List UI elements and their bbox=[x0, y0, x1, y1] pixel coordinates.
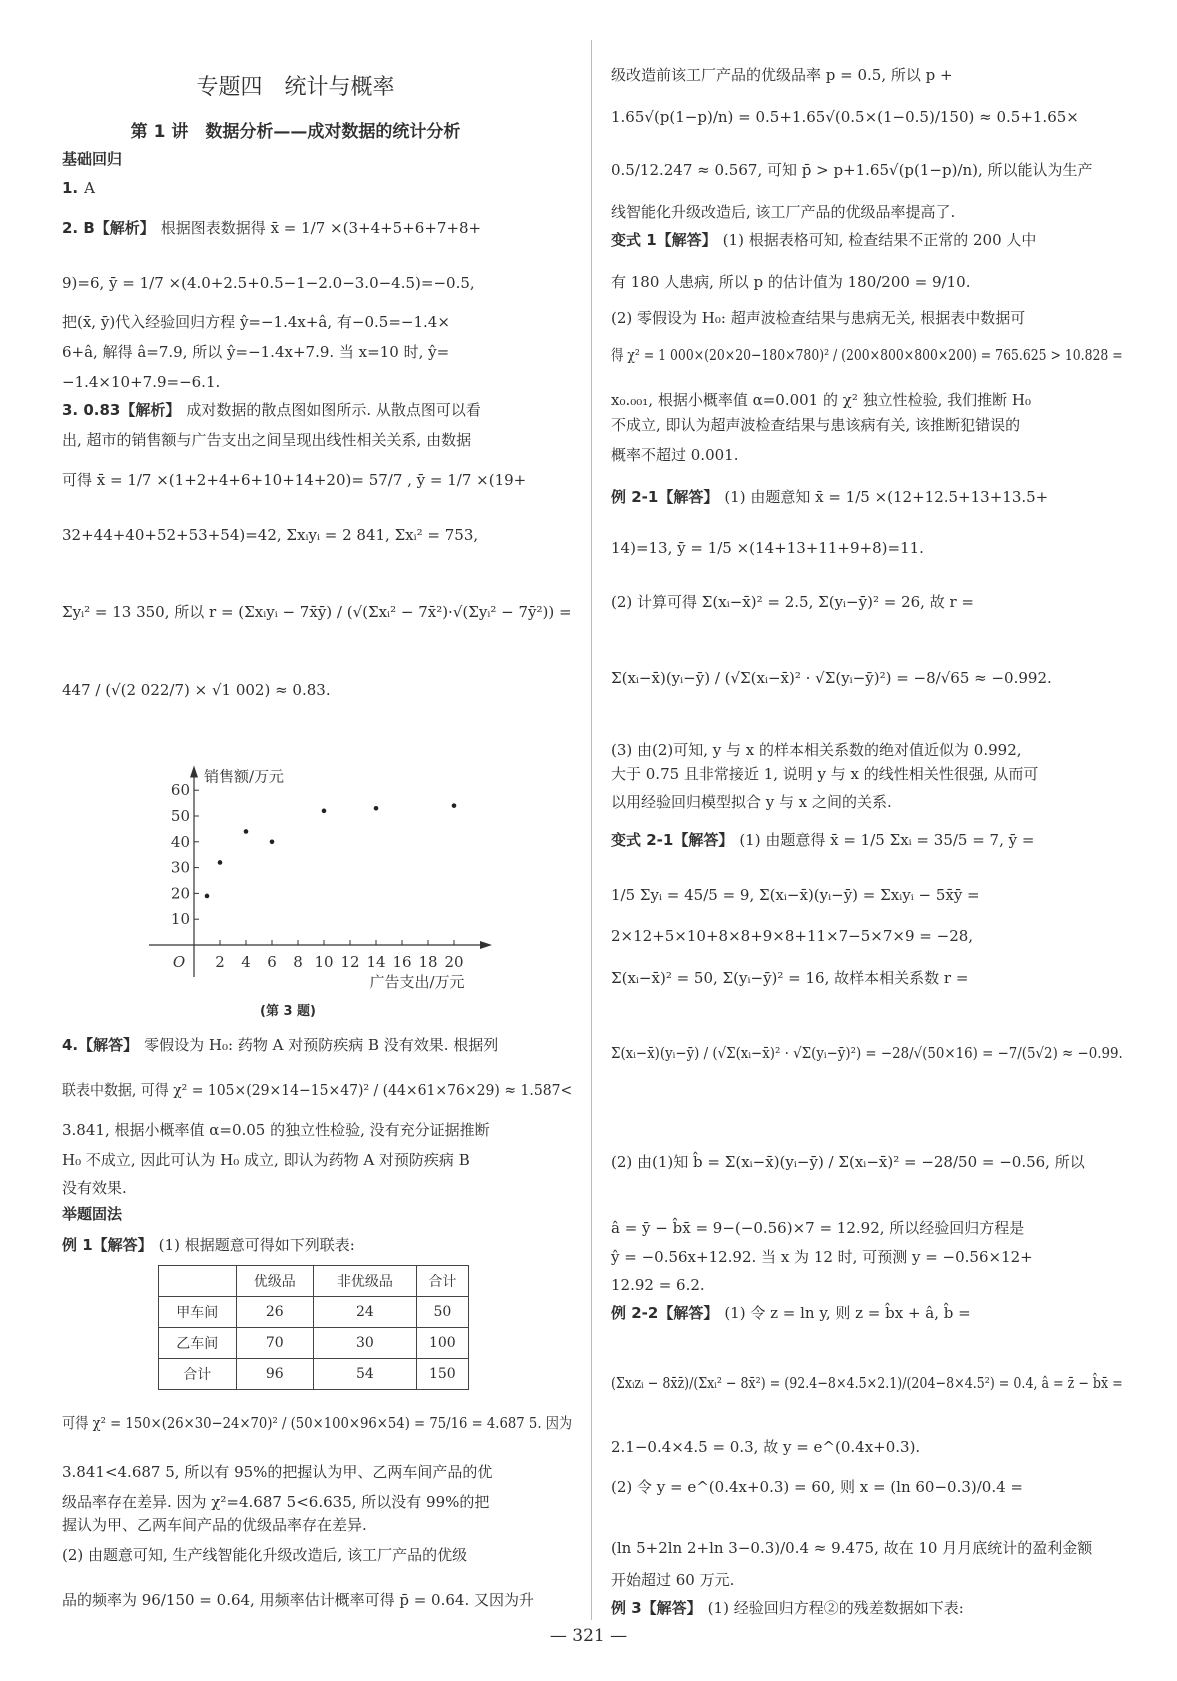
line-text: (3) 由(2)可知, y 与 x 的样本相关系数的绝对值近似为 0.992, bbox=[611, 741, 1022, 759]
line-text: (1) 由题意得 x̄ = 1/5 Σxᵢ = 35/5 = 7, ȳ = bbox=[739, 831, 1035, 849]
line-text: H₀ 不成立, 因此可认为 H₀ 成立, 即认为药物 A 对预防疾病 B bbox=[62, 1151, 470, 1169]
table-cell: 甲车间 bbox=[159, 1297, 237, 1328]
text-line bbox=[611, 1373, 1123, 1393]
y-tick-label: 10 bbox=[170, 910, 190, 929]
text-line bbox=[611, 1538, 1123, 1558]
line-text: 以用经验回归模型拟合 y 与 x 之间的关系. bbox=[611, 793, 892, 811]
text-line bbox=[62, 1080, 573, 1100]
item-label: 1. bbox=[62, 179, 79, 197]
table-cell: 合计 bbox=[159, 1359, 237, 1390]
text-line bbox=[611, 415, 1123, 435]
line-text: −1.4×10+7.9=−6.1. bbox=[62, 373, 221, 391]
origin-label: O bbox=[172, 953, 186, 971]
text-line bbox=[611, 1152, 1123, 1172]
y-tick-label: 60 bbox=[170, 781, 190, 800]
table-cell: 100 bbox=[416, 1328, 468, 1359]
table-row bbox=[159, 1328, 469, 1359]
text-line bbox=[62, 1413, 573, 1433]
line-text: A bbox=[84, 179, 95, 197]
lesson-title: 第 1 讲 数据分析——成对数据的统计分析 bbox=[130, 122, 461, 142]
text-line bbox=[611, 345, 1123, 365]
y-tick-label: 20 bbox=[170, 884, 190, 903]
line-text: 有 180 人患病, 所以 p 的估计值为 180/200 = 9/10. bbox=[611, 273, 971, 291]
x-tick-label: 10 bbox=[314, 953, 334, 971]
table-cell: 26 bbox=[236, 1297, 314, 1328]
line-text: 联表中数据, 可得 χ² = 105×(29×14−15×47)² / (44×61×76×29) ≈ 1.587< bbox=[62, 1081, 573, 1099]
line-text: 大于 0.75 且非常接近 1, 说明 y 与 x 的线性相关性很强, 从而可 bbox=[611, 765, 1039, 783]
line-text: 握认为甲、乙两车间产品的优级品率存在差异. bbox=[62, 1516, 367, 1534]
x-tick-label: 6 bbox=[267, 953, 277, 971]
item-label: 例 1【解答】 bbox=[62, 1236, 153, 1254]
x-tick-label: 2 bbox=[215, 953, 225, 971]
table-header-cell: 优级品 bbox=[236, 1266, 314, 1297]
text-line bbox=[611, 1437, 1123, 1457]
text-line bbox=[611, 668, 1123, 688]
line-text: 32+44+40+52+53+54)=42, Σxᵢyᵢ = 2 841, Σxᵢ² = 753, bbox=[62, 526, 479, 544]
x-tick-label: 18 bbox=[418, 953, 438, 971]
text-line bbox=[62, 218, 572, 238]
data-point bbox=[218, 860, 223, 865]
line-text: 线智能化升级改造后, 该工厂产品的优级品率提高了. bbox=[611, 203, 956, 221]
text-line bbox=[62, 1545, 572, 1565]
table-cell: 乙车间 bbox=[159, 1328, 237, 1359]
data-point bbox=[270, 840, 275, 845]
line-text: 不成立, 即认为超声波检查结果与患该病有关, 该推断犯错误的 bbox=[611, 416, 1021, 434]
text-line bbox=[62, 273, 572, 293]
text-line bbox=[62, 342, 572, 362]
text-line bbox=[611, 1275, 1123, 1295]
table-header-cell: 合计 bbox=[416, 1266, 468, 1297]
text-line bbox=[62, 1178, 572, 1198]
text-line bbox=[611, 764, 1123, 784]
y-tick-label: 50 bbox=[170, 807, 190, 825]
table-row bbox=[159, 1297, 469, 1328]
line-text: 0.5/12.247 ≈ 0.567, 可知 p̄ > p+1.65√(p(1−p)/n), 所以能认为生产 bbox=[611, 161, 1093, 179]
scatter-plot bbox=[0, 700, 591, 1000]
text-line bbox=[62, 400, 572, 420]
line-text: x₀.₀₀₁, 根据小概率值 α=0.001 的 χ² 独立性检验, 我们推断 H₀ bbox=[611, 391, 1032, 409]
text-line bbox=[611, 1247, 1123, 1267]
table-cell: 150 bbox=[416, 1359, 468, 1390]
x-tick-label: 16 bbox=[392, 953, 412, 971]
text-line bbox=[611, 538, 1123, 558]
text-line bbox=[611, 926, 1123, 946]
x-axis-label: 广告支出/万元 bbox=[369, 973, 465, 991]
table-cell: 96 bbox=[236, 1359, 314, 1390]
item-label: 例 2-2【解答】 bbox=[611, 1304, 719, 1322]
text-line bbox=[62, 312, 572, 332]
line-text: (2) 由(1)知 b̂ = Σ(xᵢ−x̄)(yᵢ−ȳ) / Σ(xᵢ−x̄)² = −28/50 = −0.56, 所以 bbox=[611, 1153, 1085, 1171]
line-text: 2×12+5×10+8×8+9×8+11×7−5×7×9 = −28, bbox=[611, 927, 974, 945]
line-text: 9)=6, ȳ = 1/7 ×(4.0+2.5+0.5−1−2.0−3.0−4.5)=−0.5, bbox=[62, 274, 475, 292]
figure-caption: (第 3 题) bbox=[260, 1004, 316, 1019]
text-line bbox=[611, 885, 1123, 905]
line-text: (2) 计算可得 Σ(xᵢ−x̄)² = 2.5, Σ(yᵢ−ȳ)² = 26, 故 r = bbox=[611, 593, 974, 611]
text-line bbox=[611, 1570, 1123, 1590]
line-text: 没有效果. bbox=[62, 1179, 127, 1197]
text-line bbox=[611, 968, 1123, 988]
item-label: 2. B【解析】 bbox=[62, 219, 155, 237]
line-text: 级改造前该工厂产品的优级品率 p = 0.5, 所以 p + bbox=[611, 66, 953, 84]
text-line bbox=[611, 1303, 1123, 1323]
text-line bbox=[62, 1150, 572, 1170]
text-line bbox=[611, 1477, 1123, 1497]
line-text: 零假设为 H₀: 药物 A 对预防疾病 B 没有效果. 根据列 bbox=[144, 1036, 499, 1054]
item-label: 3. 0.83【解析】 bbox=[62, 401, 181, 419]
item-label: 变式 2-1【解答】 bbox=[611, 831, 734, 849]
text-line bbox=[611, 160, 1123, 180]
line-text: (1) 经验回归方程②的残差数据如下表: bbox=[707, 1599, 964, 1617]
line-text: 成对数据的散点图如图所示. 从散点图可以看 bbox=[186, 401, 481, 419]
x-tick-label: 14 bbox=[366, 953, 386, 971]
x-axis-arrow-icon bbox=[480, 941, 492, 949]
line-text: 1/5 Σyᵢ = 45/5 = 9, Σ(xᵢ−x̄)(yᵢ−ȳ) = Σxᵢyᵢ − 5x̄ȳ = bbox=[611, 886, 980, 904]
x-tick-label: 20 bbox=[444, 953, 464, 971]
line-text: (2) 零假设为 H₀: 超声波检查结果与患病无关, 根据表中数据可 bbox=[611, 309, 1026, 327]
text-line bbox=[611, 830, 1123, 850]
text-line bbox=[62, 1235, 572, 1255]
page-number: — 321 — bbox=[549, 1626, 628, 1646]
table-header-row bbox=[159, 1266, 469, 1297]
line-text: 根据图表数据得 x̄ = 1/7 ×(3+4+5+6+7+8+ bbox=[160, 219, 482, 237]
table-cell: 70 bbox=[236, 1328, 314, 1359]
line-text: (2) 令 y = e^(0.4x+0.3) = 60, 则 x = (ln 60−0.3)/0.4 = bbox=[611, 1478, 1023, 1496]
line-text: 14)=13, ȳ = 1/5 ×(14+13+11+9+8)=11. bbox=[611, 539, 924, 557]
text-line bbox=[62, 602, 572, 622]
line-text: (1) 根据表格可知, 检查结果不正常的 200 人中 bbox=[722, 231, 1037, 249]
table-cell: 50 bbox=[416, 1297, 468, 1328]
data-point bbox=[452, 803, 457, 808]
text-line bbox=[611, 107, 1123, 127]
line-text: (ln 5+2ln 2+ln 3−0.3)/0.4 ≈ 9.475, 故在 10 月月底统计的盈利金额 bbox=[611, 1539, 1093, 1557]
chapter-title: 专题四 统计与概率 bbox=[196, 75, 395, 100]
y-tick-label: 40 bbox=[170, 832, 190, 851]
line-text: 447 / (√(2 022/7) × √1 002) ≈ 0.83. bbox=[62, 681, 331, 699]
line-text: 把(x̄, ȳ)代入经验回归方程 ŷ=−1.4x+â, 有−0.5=−1.4× bbox=[62, 313, 450, 331]
table-row bbox=[159, 1359, 469, 1390]
x-tick-label: 8 bbox=[293, 953, 303, 971]
section-heading-practice: 举题固法 bbox=[62, 1205, 123, 1223]
line-text: (1) 由题意知 x̄ = 1/5 ×(12+12.5+13+13.5+ bbox=[724, 488, 1049, 506]
line-text: 12.92 = 6.2. bbox=[611, 1276, 705, 1294]
text-line bbox=[611, 1218, 1123, 1238]
line-text: 开始超过 60 万元. bbox=[611, 1571, 735, 1589]
line-text: (1) 根据题意可得如下列联表: bbox=[158, 1236, 355, 1254]
item-label: 4.【解答】 bbox=[62, 1036, 139, 1054]
y-axis-label: 销售额/万元 bbox=[204, 767, 285, 786]
text-line bbox=[62, 372, 572, 392]
line-text: 级品率存在差异. 因为 χ²=4.687 5<6.635, 所以没有 99%的把 bbox=[62, 1493, 490, 1511]
text-line bbox=[611, 1598, 1123, 1618]
line-text: 3.841, 根据小概率值 α=0.05 的独立性检验, 没有充分证据推断 bbox=[62, 1121, 490, 1139]
x-tick-label: 12 bbox=[340, 953, 360, 971]
text-line bbox=[62, 680, 572, 700]
line-text: ŷ = −0.56x+12.92. 当 x 为 12 时, 可预测 y = −0.56×12+ bbox=[611, 1248, 1033, 1266]
text-line bbox=[611, 390, 1123, 410]
line-text: 3.841<4.687 5, 所以有 95%的把握认为甲、乙两车间产品的优 bbox=[62, 1463, 493, 1481]
text-line bbox=[611, 445, 1123, 465]
text-line bbox=[62, 1035, 572, 1055]
table-cell: 24 bbox=[314, 1297, 417, 1328]
line-text: 可得 x̄ = 1/7 ×(1+2+4+6+10+14+20)= 57/7 , ȳ = 1/7 ×(19+ bbox=[62, 471, 527, 489]
line-text: 品的频率为 96/150 = 0.64, 用频率估计概率可得 p̄ = 0.64. 又因为升 bbox=[62, 1591, 534, 1609]
text-line bbox=[611, 792, 1123, 812]
text-line bbox=[611, 740, 1123, 760]
text-line bbox=[62, 178, 572, 198]
item-label: 例 2-1【解答】 bbox=[611, 488, 719, 506]
column-divider bbox=[591, 40, 592, 1620]
line-text: 概率不超过 0.001. bbox=[611, 446, 739, 464]
line-text: 2.1−0.4×4.5 = 0.3, 故 y = e^(0.4x+0.3). bbox=[611, 1438, 921, 1456]
text-line bbox=[62, 525, 572, 545]
text-line bbox=[62, 1492, 572, 1512]
text-line bbox=[611, 1043, 1123, 1063]
data-point bbox=[205, 894, 210, 899]
line-text: (Σxᵢzᵢ − 8x̄z̄)/(Σxᵢ² − 8x̄²) = (92.4−8×4.5×2.1)/(204−8×4.5²) = 0.4, â = z̄ − b̂x̄ = bbox=[611, 1374, 1123, 1392]
text-line bbox=[62, 470, 572, 490]
text-line bbox=[611, 65, 1123, 85]
line-text: 1.65√(p(1−p)/n) = 0.5+1.65√(0.5×(1−0.5)/150) ≈ 0.5+1.65× bbox=[611, 108, 1079, 126]
data-point bbox=[322, 809, 327, 814]
line-text: (1) 令 z = ln y, 则 z = b̂x + â, b̂ = bbox=[724, 1304, 971, 1322]
text-line bbox=[62, 1590, 572, 1610]
text-line bbox=[611, 308, 1123, 328]
item-label: 变式 1【解答】 bbox=[611, 231, 717, 249]
section-heading-basic: 基础回归 bbox=[62, 150, 123, 168]
line-text: Σyᵢ² = 13 350, 所以 r = (Σxᵢyᵢ − 7x̄ȳ) / (√(Σxᵢ² − 7x̄²)·√(Σyᵢ² − 7ȳ²)) = bbox=[62, 603, 572, 621]
table-header-cell: 非优级品 bbox=[314, 1266, 417, 1297]
line-text: Σ(xᵢ−x̄)² = 50, Σ(yᵢ−ȳ)² = 16, 故样本相关系数 r = bbox=[611, 969, 969, 987]
text-line bbox=[62, 1515, 572, 1535]
text-line bbox=[62, 1120, 572, 1140]
line-text: 出, 超市的销售额与广告支出之间呈现出线性相关关系, 由数据 bbox=[62, 431, 472, 449]
table-cell: 30 bbox=[314, 1328, 417, 1359]
text-line bbox=[611, 487, 1123, 507]
table-header-cell bbox=[159, 1266, 237, 1297]
line-text: 6+â, 解得 â=7.9, 所以 ŷ=−1.4x+7.9. 当 x=10 时, ŷ= bbox=[62, 343, 450, 361]
data-point bbox=[374, 806, 379, 811]
text-line bbox=[611, 202, 1123, 222]
table-cell: 54 bbox=[314, 1359, 417, 1390]
text-line bbox=[611, 592, 1123, 612]
y-tick-label: 30 bbox=[170, 858, 190, 877]
x-tick-label: 4 bbox=[241, 953, 251, 971]
line-text: Σ(xᵢ−x̄)(yᵢ−ȳ) / (√Σ(xᵢ−x̄)² · √Σ(yᵢ−ȳ)²) = −8/√65 ≈ −0.992. bbox=[611, 669, 1052, 687]
text-line bbox=[62, 1462, 572, 1482]
text-line bbox=[611, 230, 1123, 250]
line-text: (2) 由题意可知, 生产线智能化升级改造后, 该工厂产品的优级 bbox=[62, 1546, 468, 1564]
text-line bbox=[62, 430, 572, 450]
line-text: Σ(xᵢ−x̄)(yᵢ−ȳ) / (√Σ(xᵢ−x̄)² · √Σ(yᵢ−ȳ)²) = −28/√(50×16) = −7/(5√2) ≈ −0.99. bbox=[611, 1044, 1123, 1062]
data-point bbox=[244, 829, 249, 834]
line-text: 得 χ² = 1 000×(20×20−180×780)² / (200×800×800×200) = 765.625 > 10.828 = bbox=[611, 346, 1123, 364]
line-text: â = ȳ − b̂x̄ = 9−(−0.56)×7 = 12.92, 所以经验回归方程是 bbox=[611, 1219, 1025, 1237]
text-line bbox=[611, 272, 1123, 292]
y-axis-arrow-icon bbox=[190, 766, 198, 778]
contingency-table bbox=[158, 1265, 469, 1390]
line-text: 可得 χ² = 150×(26×30−24×70)² / (50×100×96×54) = 75/16 = 4.687 5. 因为 bbox=[62, 1414, 573, 1432]
item-label: 例 3【解答】 bbox=[611, 1599, 702, 1617]
